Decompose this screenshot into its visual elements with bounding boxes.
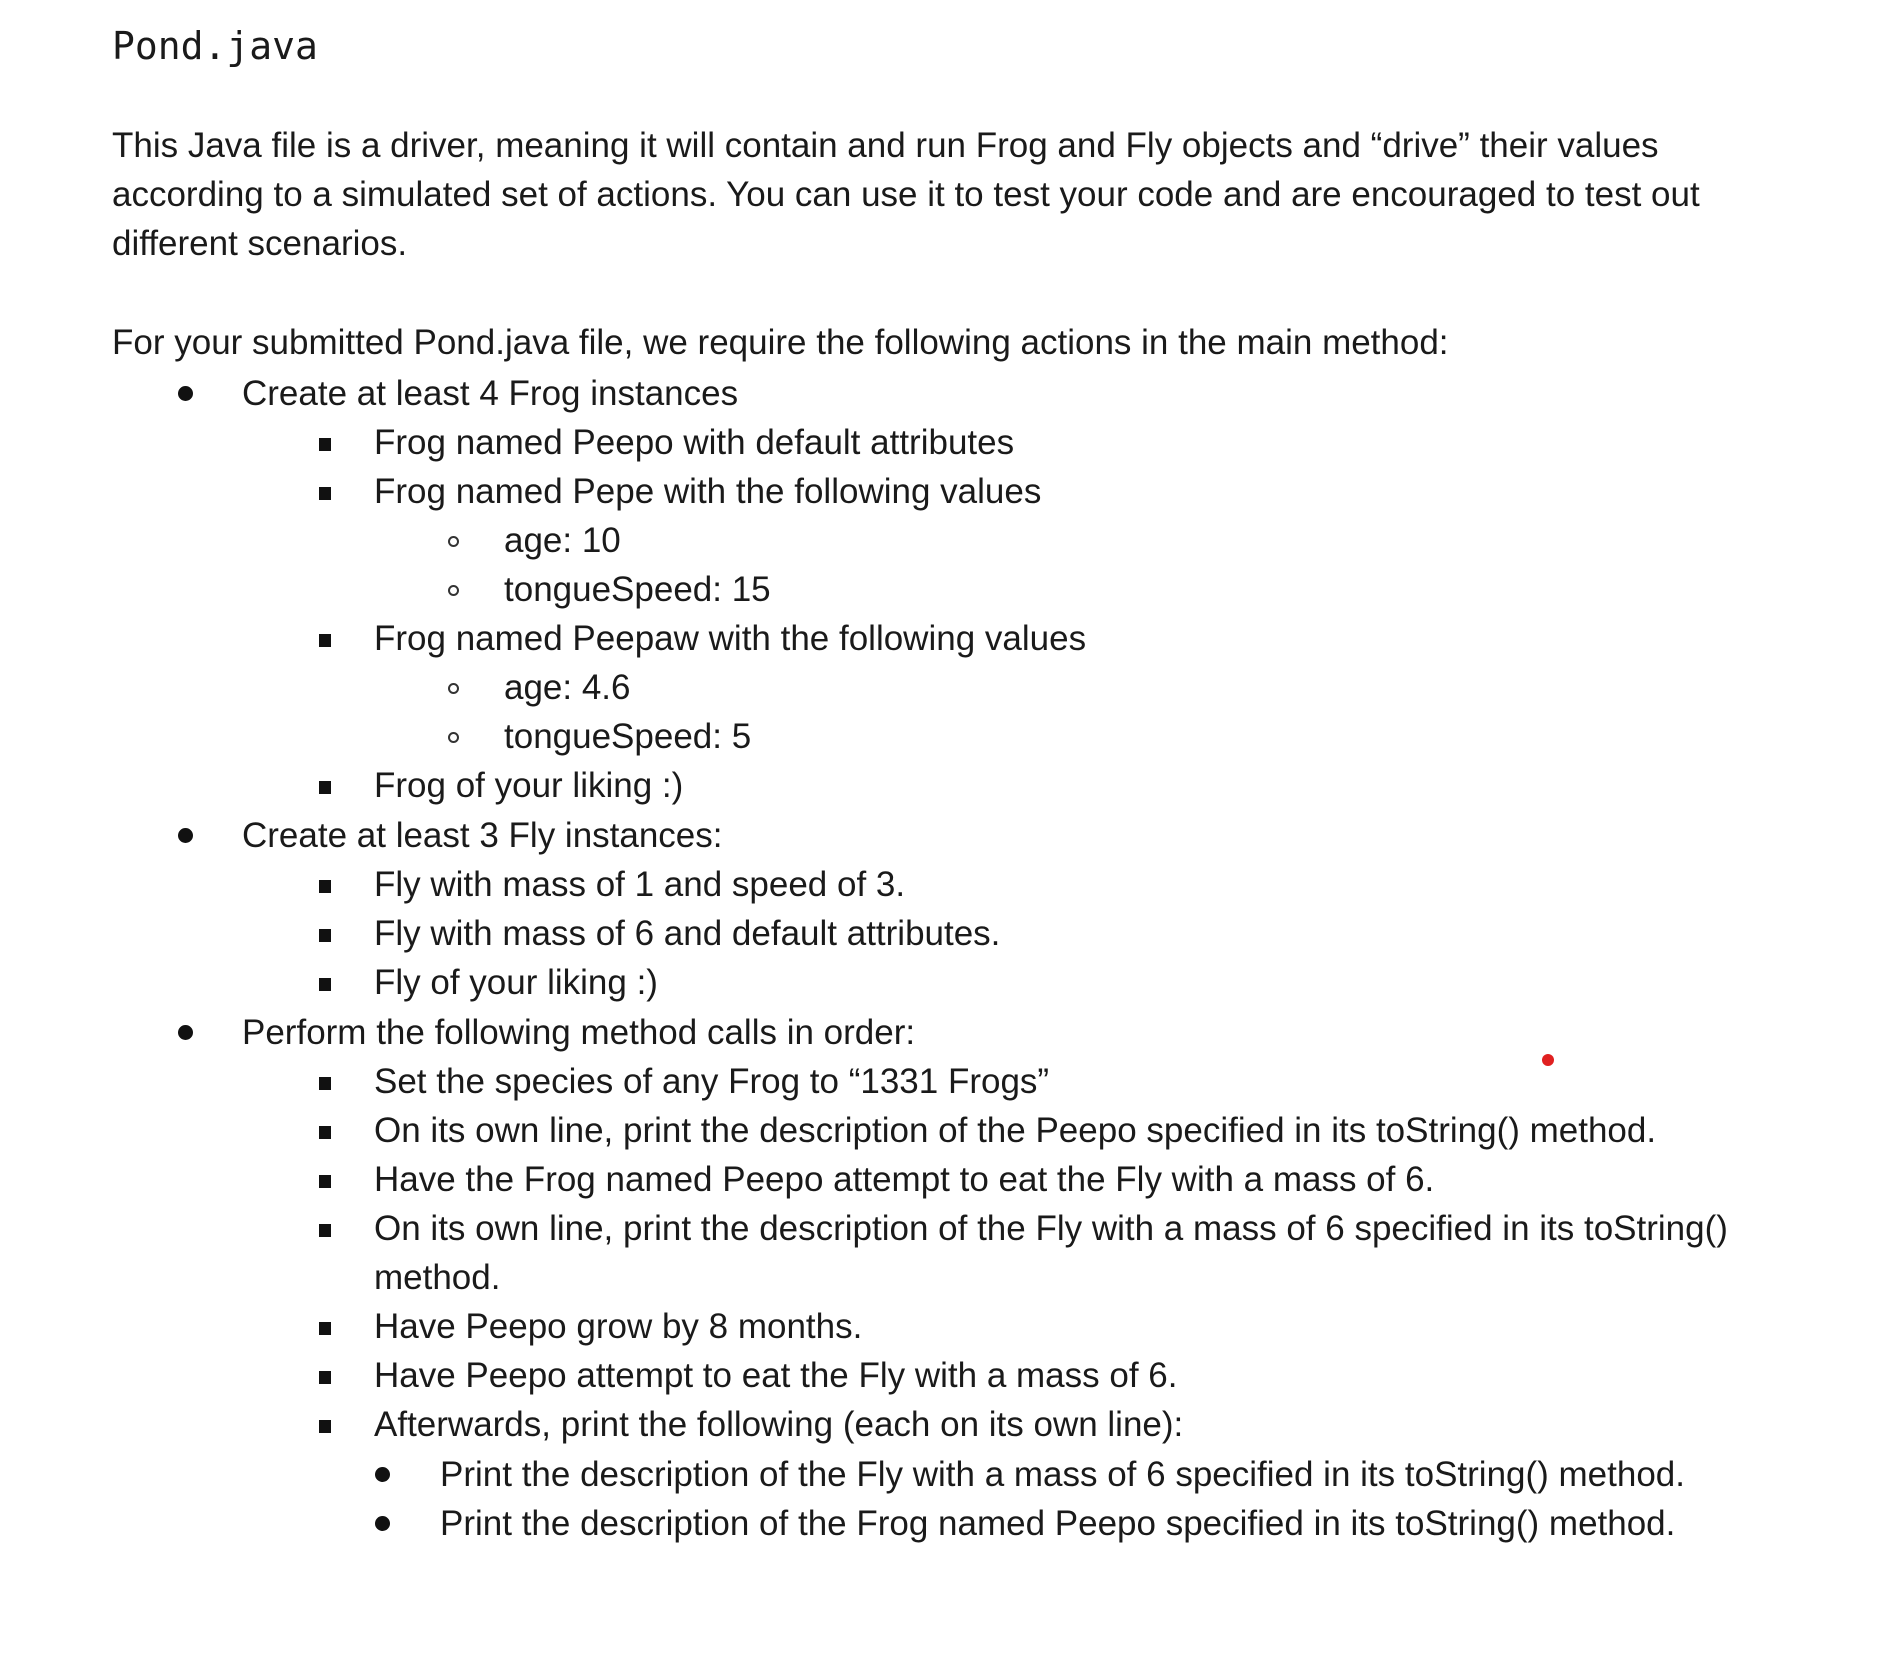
frogs-heading: Create at least 4 Frog instances bbox=[242, 374, 739, 413]
peepaw-age-item: age: 4.6 bbox=[504, 668, 631, 707]
call-afterwards: Afterwards, print the following (each on its own line): bbox=[374, 1405, 1184, 1444]
fly-2-item: Fly with mass of 6 and default attributes. bbox=[374, 914, 1001, 953]
calls-heading: Perform the following method calls in order: bbox=[242, 1013, 916, 1052]
call-peepo-grow: Have Peepo grow by 8 months. bbox=[374, 1307, 863, 1346]
bullet-disc-icon bbox=[178, 386, 193, 401]
bullet-square-icon bbox=[319, 880, 331, 893]
frog-pepe-item: Frog named Pepe with the following values bbox=[374, 472, 1042, 511]
intro-line-1: This Java file is a driver, meaning it will contain and run Frog and Fly objects and “drive” their values bbox=[112, 126, 1659, 165]
document-title: Pond.java bbox=[112, 24, 318, 68]
intro-line-2: according to a simulated set of actions. You can use it to test your code and are encouraged to test out bbox=[112, 175, 1700, 214]
bullet-disc-icon bbox=[375, 1516, 390, 1531]
bullet-square-icon bbox=[319, 438, 331, 451]
call-peepo-eat: Have the Frog named Peepo attempt to eat the Fly with a mass of 6. bbox=[374, 1160, 1435, 1199]
bullet-circle-icon bbox=[448, 732, 459, 743]
bullet-square-icon bbox=[319, 1077, 331, 1090]
bullet-circle-icon bbox=[448, 536, 459, 547]
frog-peepo-item: Frog named Peepo with default attributes bbox=[374, 423, 1015, 462]
call-print-fly-continued: method. bbox=[374, 1258, 501, 1297]
call-print-fly: On its own line, print the description of the Fly with a mass of 6 specified in its toString() bbox=[374, 1209, 1728, 1248]
bullet-square-icon bbox=[319, 1371, 331, 1384]
bullet-square-icon bbox=[319, 487, 331, 500]
bullet-square-icon bbox=[319, 1322, 331, 1335]
bullet-disc-icon bbox=[178, 1025, 193, 1040]
bullet-disc-icon bbox=[178, 828, 193, 843]
peepaw-tongue-speed-item: tongueSpeed: 5 bbox=[504, 717, 752, 756]
frog-custom-item: Frog of your liking :) bbox=[374, 766, 684, 805]
red-dot-icon bbox=[1542, 1054, 1554, 1066]
bullet-circle-icon bbox=[448, 585, 459, 596]
call-set-species: Set the species of any Frog to “1331 Frogs” bbox=[374, 1062, 1050, 1101]
intro-line-3: different scenarios. bbox=[112, 224, 408, 263]
fly-1-item: Fly with mass of 1 and speed of 3. bbox=[374, 865, 906, 904]
bullet-square-icon bbox=[319, 634, 331, 647]
bullet-square-icon bbox=[319, 929, 331, 942]
bullet-square-icon bbox=[319, 781, 331, 794]
bullet-square-icon bbox=[319, 1126, 331, 1139]
bullet-square-icon bbox=[319, 1420, 331, 1433]
requirements-intro: For your submitted Pond.java file, we require the following actions in the main method: bbox=[112, 323, 1449, 362]
flies-heading: Create at least 3 Fly instances: bbox=[242, 816, 723, 855]
bullet-square-icon bbox=[319, 1175, 331, 1188]
fly-custom-item: Fly of your liking :) bbox=[374, 963, 658, 1002]
call-peepo-eat-again: Have Peepo attempt to eat the Fly with a mass of 6. bbox=[374, 1356, 1178, 1395]
bullet-square-icon bbox=[319, 1224, 331, 1237]
frog-peepaw-item: Frog named Peepaw with the following values bbox=[374, 619, 1087, 658]
call-print-peepo-final: Print the description of the Frog named Peepo specified in its toString() method. bbox=[440, 1504, 1676, 1543]
call-print-fly-final: Print the description of the Fly with a mass of 6 specified in its toString() method. bbox=[440, 1455, 1685, 1494]
pepe-tongue-speed-item: tongueSpeed: 15 bbox=[504, 570, 771, 609]
bullet-square-icon bbox=[319, 978, 331, 991]
bullet-circle-icon bbox=[448, 683, 459, 694]
call-print-peepo: On its own line, print the description of the Peepo specified in its toString() method. bbox=[374, 1111, 1657, 1150]
bullet-disc-icon bbox=[375, 1467, 390, 1482]
pepe-age-item: age: 10 bbox=[504, 521, 621, 560]
